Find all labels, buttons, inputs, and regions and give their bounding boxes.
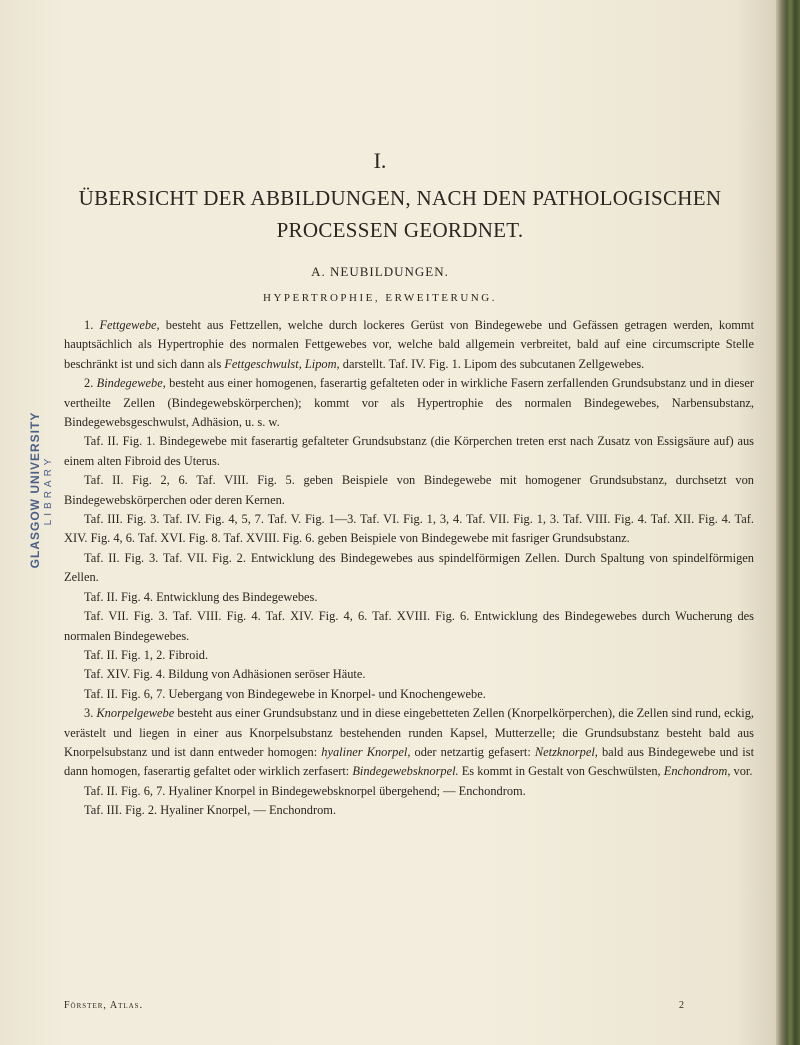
book-binding-edge [776, 0, 800, 1045]
paragraph: Taf. II. Fig. 4. Entwicklung des Bindegewebes. [84, 589, 318, 604]
paragraph: Taf. II. Fig. 2, 6. Taf. VIII. Fig. 5. geben Beispiele von Bindegewebe mit homogener Grundsubstanz, durchsetzt von Bindegewebskörperchen oder deren Kernen. [64, 473, 754, 507]
paragraph: Taf. VII. Fig. 3. Taf. VIII. Fig. 4. Taf. XIV. Fig. 4, 6. Taf. XVIII. Fig. 6. Entwicklung des Bindegewebes durch Wucherung des normalen Bindegewebes. [64, 609, 754, 643]
subsection-title: HYPERTROPHIE, ERWEITERUNG. [263, 292, 497, 304]
paragraph: Taf. II. Fig. 1, 2. Fibroid. [84, 647, 209, 662]
paragraph: 1. Fettgewebe, besteht aus Fettzellen, welche durch lockeres Gerüst von Bindegewebe und Gefässen getragen werden, kommt hauptsächlich als Hypertrophie des normalen Fettgewebes vor, welche bald allgemein verbreitet, bald auf eine circumscripte Stelle beschränkt ist und sich dann als Fettgeschwulst, Lipom, darstellt. Taf. IV. Fig. 1. Lipom des subcutanen Zellgewebes. [64, 318, 755, 371]
library-stamp [8, 330, 54, 650]
part-number: I. [373, 148, 387, 173]
footer-sheet-number: 2 [679, 1000, 684, 1011]
body-text [64, 316, 754, 821]
paragraph: Taf. II. Fig. 6, 7. Uebergang von Bindegewebe in Knorpel- und Knochengewebe. [84, 686, 486, 701]
paragraph: Taf. II. Fig. 1. Bindegewebe mit faserartig gefalteter Grundsubstanz (die Körperchen treten erst nach Zusatz von Essigsäure auf) aus einem alten Fibroid des Uterus. [64, 434, 754, 468]
paragraph: Taf. XIV. Fig. 4. Bildung von Adhäsionen seröser Häute. [84, 667, 366, 682]
paragraph: Taf. II. Fig. 6, 7. Hyaliner Knorpel in Bindegewebsknorpel übergehend; — Enchondrom. [84, 783, 526, 798]
page-title: ÜBERSICHT DER ABBILDUNGEN, NACH DEN PATHOLOGISCHEN PROCESSEN GEORDNET. [78, 186, 722, 242]
stamp-university: GLASGOW UNIVERSITY [28, 411, 42, 569]
paragraph: 3. Knorpelgewebe besteht aus einer Grundsubstanz und in diese eingebetteten Zellen (Knorpelkörperchen), die Zellen sind rund, eckig, verästelt und liegen in einer aus Knorpelsubstanz bestehenden runden Kapsel, Mutterzelle; die Grundsubstanz besteht bald aus Knorpelsubstanz und ist dann entweder homogen: hyaliner Knorpel, oder netzartig gefasert: Netzknorpel, bald aus Bindegewebe und ist dann homogen, faserartig gefaltet oder wirklich zerfasert: Bindegewebsknorpel. Es kommt in Gestalt von Geschwülsten, Enchondrom, vor. [64, 706, 755, 779]
section-title: A. NEUBILDUNGEN. [311, 264, 449, 279]
paragraph: Taf. II. Fig. 3. Taf. VII. Fig. 2. Entwicklung des Bindegewebes aus spindelförmigen Zellen. Durch Spaltung von spindelförmigen Zellen. [64, 550, 754, 585]
paragraph: Taf. III. Fig. 2. Hyaliner Knorpel, — Enchondrom. [84, 803, 337, 818]
stamp-library: LIBRARY [43, 454, 54, 526]
footer-signature: Förster, Atlas. [64, 1000, 144, 1011]
paragraph: 2. Bindegewebe, besteht aus einer homogenen, faserartig gefalteten oder in wirkliche Fasern zerfallenden Grundsubstanz und in dieser vertheilte Zellen (Bindegewebskörperchen); kommt vor als Hypertrophie des normalen Bindegewebes, Narbensubstanz, Bindegewebsgeschwulst, Adhäsion, u. s. w. [64, 376, 754, 430]
paragraph: Taf. III. Fig. 3. Taf. IV. Fig. 4, 5, 7. Taf. V. Fig. 1—3. Taf. VI. Fig. 1, 3, 4. Taf. VII. Fig. 1, 3. Taf. VIII. Fig. 4. Taf. XII. Fig. 4. Taf. XIV. Fig. 4, 6. Taf. XVI. Fig. 8. Taf. XVIII. Fig. 6. geben Beispiele von Bindegewebe mit fasriger Grundsubstanz. [64, 512, 754, 546]
